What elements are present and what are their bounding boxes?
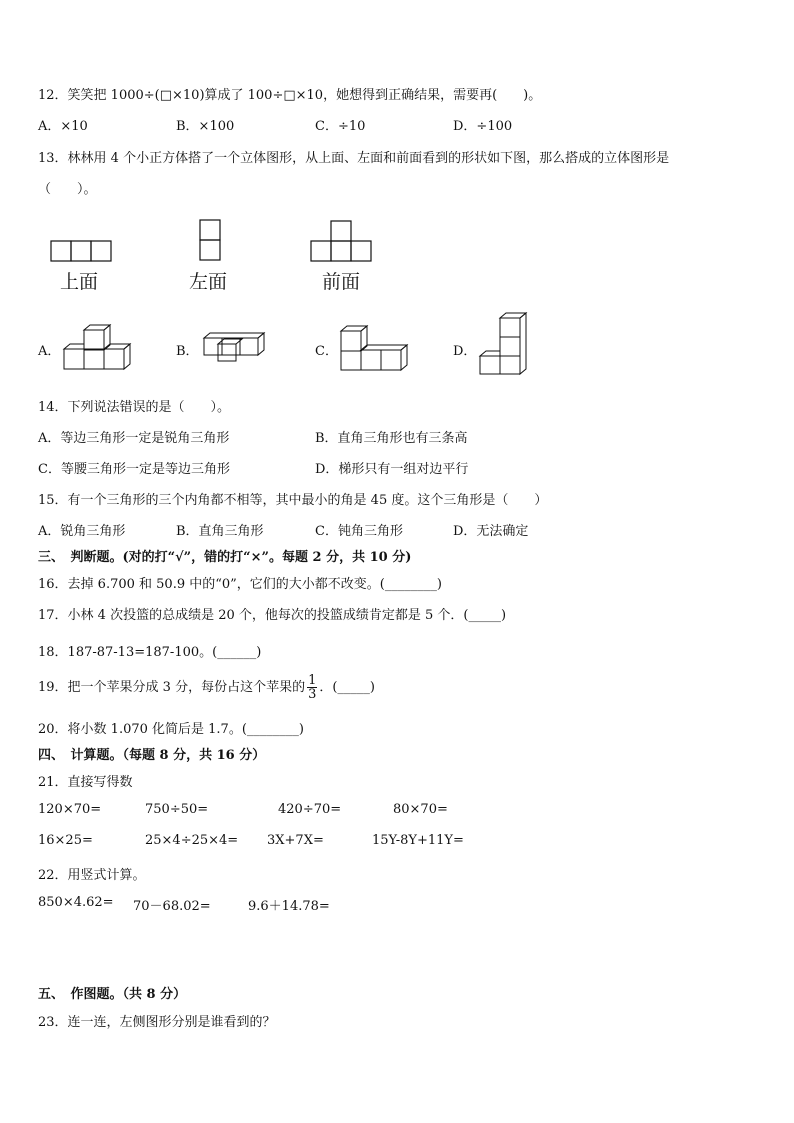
- q12-option-b: B．×100: [176, 119, 235, 134]
- q19-text: [38, 674, 375, 701]
- left-view-label: 左面: [189, 271, 228, 293]
- q21-item: 25×4÷25×4=: [145, 833, 239, 848]
- q15-option-b: B．直角三角形: [176, 524, 264, 539]
- q21-item: 3X+7X=: [267, 833, 324, 848]
- fraction-one-third: [307, 674, 317, 701]
- q23-text: 23．连一连，左侧图形分别是谁看到的？: [38, 1015, 276, 1030]
- q16-text: 16．去掉 6.700 和 50.9 中的“0”，它们的大小都不改变。(________): [38, 577, 442, 592]
- q15-option-a: A．锐角三角形: [38, 524, 126, 539]
- q22-item: 9.6＋14.78=: [248, 899, 330, 914]
- fraction-denominator: 3: [308, 687, 317, 702]
- q21-item: 80×70=: [393, 802, 448, 817]
- q18-text: 18．187-87-13=187-100。(______): [38, 645, 262, 660]
- q19-after: ．(_____): [319, 680, 376, 695]
- q21-item: 420÷70=: [278, 802, 342, 817]
- q15-stem: 15．有一个三角形的三个内角都不相等，其中最小的角是 45 度。这个三角形是（ ）: [38, 493, 548, 508]
- front-view-label: 前面: [322, 271, 361, 293]
- q13-option-b: B．: [176, 344, 199, 359]
- q21-item: 120×70=: [38, 802, 102, 817]
- q14-option-d: D．梯形只有一组对边平行: [315, 462, 469, 477]
- q21-item: 750÷50=: [145, 802, 209, 817]
- option-d-figure: [480, 312, 530, 376]
- section-3-heading: 三、 判断题。(对的打“√”，错的打“×”。每题 2 分，共 10 分): [38, 550, 412, 565]
- q22-item: 70－68.02=: [133, 899, 211, 914]
- q17-text: 17．小林 4 次投篮的总成绩是 20 个，他每次的投篮成绩肯定都是 5 个．(_____): [38, 608, 507, 623]
- q20-text: 20．将小数 1.070 化简后是 1.7。(________): [38, 722, 304, 737]
- option-b-figure: [204, 330, 274, 360]
- option-a-figure: [64, 322, 134, 370]
- top-view-label: 上面: [60, 271, 99, 293]
- section-5-heading: 五、 作图题。（共 8 分）: [38, 987, 187, 1002]
- left-view-diagram: [199, 219, 221, 261]
- option-c-figure: [341, 323, 411, 371]
- q19-before: 19．把一个苹果分成 3 分，每份占这个苹果的: [38, 680, 306, 695]
- front-view-diagram: [310, 220, 372, 262]
- q21-stem: 21．直接写得数: [38, 775, 133, 790]
- q12-option-c: C．÷10: [315, 119, 366, 134]
- q15-option-d: D．无法确定: [453, 524, 529, 539]
- q12-stem: 12．笑笑把 1000÷(□×10)算成了 100÷□×10，她想得到正确结果，需要再( )。: [38, 88, 542, 103]
- fraction-numerator: 1: [308, 673, 317, 688]
- q22-item: 850×4.62=: [38, 895, 114, 910]
- top-view-diagram: [50, 240, 112, 262]
- q14-option-c: C．等腰三角形一定是等边三角形: [38, 462, 230, 477]
- q13-stem: 13．林林用 4 个小正方体搭了一个立体图形，从上面、左面和前面看到的形状如下图，那么搭成的立体图形是: [38, 151, 670, 166]
- q15-option-c: C．钝角三角形: [315, 524, 403, 539]
- q21-item: 15Y-8Y+11Y=: [372, 833, 464, 848]
- q13-stem-cont: （ ）。: [38, 182, 97, 197]
- q22-stem: 22．用竖式计算。: [38, 868, 146, 883]
- q13-option-a: A．: [38, 344, 61, 359]
- q14-stem: 14．下列说法错误的是（ ）。: [38, 400, 231, 415]
- q14-option-b: B．直角三角形也有三条高: [315, 431, 468, 446]
- q13-option-c: C．: [315, 344, 338, 359]
- section-4-heading: 四、 计算题。（每题 8 分，共 16 分）: [38, 748, 266, 763]
- q12-option-d: D．÷100: [453, 119, 513, 134]
- q21-item: 16×25=: [38, 833, 93, 848]
- q14-option-a: A．等边三角形一定是锐角三角形: [38, 431, 230, 446]
- q13-option-d: D．: [453, 344, 477, 359]
- q12-option-a: A．×10: [38, 119, 88, 134]
